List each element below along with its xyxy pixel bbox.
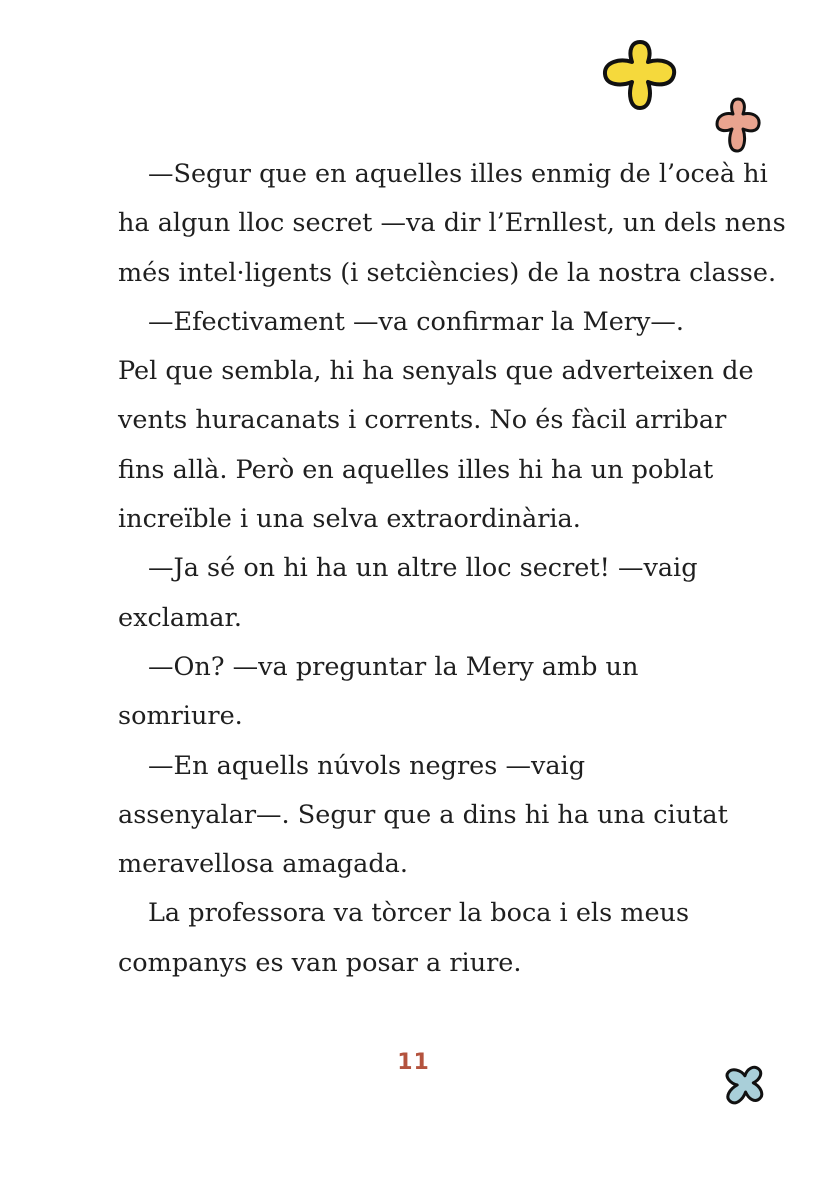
text-line: —Ja sé on hi ha un altre lloc secret! —vaig [148,553,698,584]
text-line: —Segur que en aquelles illes enmig de l’oceà hi [148,159,768,189]
text-line: —Efectivament —va confirmar la Mery—. [148,306,684,337]
text-line: increïble i una selva extraordinària. [118,504,581,535]
text-line: ha algun lloc secret —va dir l’Ernllest, un dels nens [118,208,786,239]
text-line: fins allà. Però en aquelles illes hi ha un poblat [118,454,714,485]
text-line: exclamar. [118,602,242,633]
pink-flower-icon [712,94,764,156]
text-line: assenyalar—. Segur que a dins hi ha una ciutat [118,799,728,830]
yellow-flower-icon [600,36,680,112]
blue-flower-icon [718,1060,772,1110]
text-line: —On? —va preguntar la Mery amb un [148,651,639,682]
text-line: més intel·ligents (i setciències) de la nostra classe. [118,257,777,288]
text-line: vents huracanats i corrents. No és fàcil arribar [118,405,727,436]
text-line: La professora va tòrcer la boca i els meus [148,898,690,929]
text-line: somriure. [118,701,243,732]
text-line: Pel que sembla, hi ha senyals que adverteixen de [118,356,754,387]
text-line: companys es van posar a riure. [118,947,522,978]
page-number: 11 [397,1050,430,1075]
text-line: —En aquells núvols negres —vaig [148,750,586,781]
story-text [118,150,786,988]
text-line: meravellosa amagada. [118,849,408,880]
